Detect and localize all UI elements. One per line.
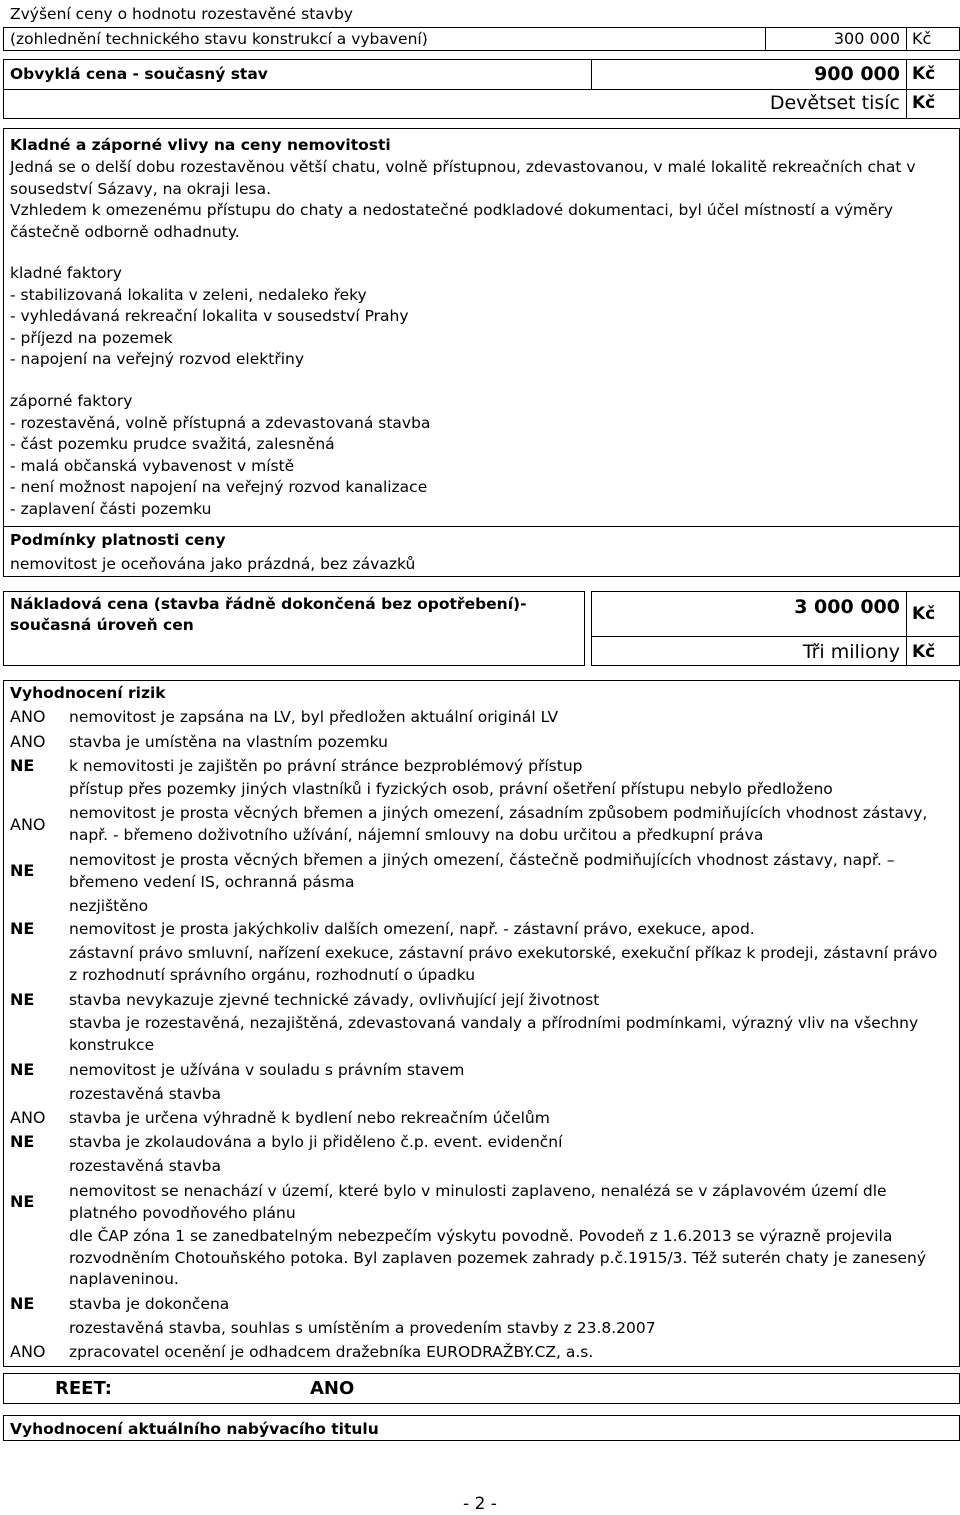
cost-price-hline <box>591 636 960 637</box>
negative-factor: - není možnost napojení na veřejný rozvod kanalizace <box>10 478 428 496</box>
cost-price-vline <box>906 591 907 666</box>
risk-item-text: stavba nevykazuje zjevné technické závady, ovlivňující její životnost <box>69 991 600 1009</box>
risk-item-note: rozestavěná stavba, souhlas s umístěním a provedením stavby z 23.8.2007 <box>69 1319 656 1337</box>
risk-item-note: rozestavěná stavba <box>69 1157 221 1175</box>
increase-subtitle: (zohlednění technického stavu konstrukcí a vybavení) <box>10 30 428 48</box>
risk-item-text: nemovitost je prosta věcných břemen a jiných omezení, zásadním způsobem podmiňujících vhodnost zástavy, např. - břemeno doživotního užívání, nájemní smlouvy na dobu určitou a předkupní práva <box>69 804 928 844</box>
reet-box <box>3 1373 960 1404</box>
risk-item-note: přístup přes pozemky jiných vlastníků i fyzických osob, právní ošetření přístupu nebylo předloženo <box>69 780 833 798</box>
risk-item-text: nemovitost je prosta jakýchkoliv dalších omezení, např. - zástavní právo, exekuce, apod. <box>69 920 755 938</box>
usual-price-words: Devětset tisíc <box>769 92 900 114</box>
risk-flag: NE <box>10 1192 35 1211</box>
risk-item-note: nezjištěno <box>69 897 149 915</box>
increase-value: 300 000 <box>833 29 900 48</box>
negative-factor: - rozestavěná, volně přístupná a zdevastovaná stavba <box>10 414 431 432</box>
usual-price-words-currency: Kč <box>912 93 936 113</box>
risk-flag: ANO <box>10 1342 46 1361</box>
negative-factor: - zaplavení části pozemku <box>10 500 212 518</box>
increase-currency: Kč <box>912 29 932 48</box>
risk-item-text: nemovitost se nenachází v území, které bylo v minulosti zaplaveno, nenalézá se v záplavovém území dle platného povodňového plánu <box>69 1182 887 1222</box>
usual-price-currency: Kč <box>912 64 936 84</box>
risks-heading: Vyhodnocení rizik <box>10 684 166 702</box>
risk-flag: ANO <box>10 707 46 726</box>
risk-item-text: nemovitost je prosta věcných břemen a jiných omezení, částečně podmiňujících vhodnost zástavy, např. – břemeno vedení IS, ochranná pásma <box>69 851 895 891</box>
risk-flag: NE <box>10 1294 35 1313</box>
page-number: - 2 - <box>463 1494 497 1514</box>
cost-price-words: Tři miliony <box>802 641 900 663</box>
positive-factors-heading: kladné faktory <box>10 264 122 282</box>
cost-price-currency: Kč <box>912 604 936 624</box>
usual-price-label: Obvyklá cena - současný stav <box>10 65 268 83</box>
reet-value: ANO <box>310 1378 355 1399</box>
positive-factor: - příjezd na pozemek <box>10 329 173 347</box>
negative-factor: - malá občanská vybavenost v místě <box>10 457 295 475</box>
risk-item-note: dle ČAP zóna 1 se zanedbatelným nebezpečím výskytu povodně. Povodeň z 1.6.2013 se výrazně projevila rozvodněním Chotouňského potoka. Byl zaplaven pozemek zahrady p.č.1915/3. Též suterén chaty je zanesený naplaveninou. <box>69 1227 927 1288</box>
risk-flag: ANO <box>10 1108 46 1127</box>
cost-price-label-1: Nákladová cena (stavba řádně dokončená bez opotřebení)- <box>10 595 527 613</box>
risk-item-note: stavba je rozestavěná, nezajištěná, zdevastovaná vandaly a přírodními podmínkami, výrazný vliv na všechny konstrukce <box>69 1014 919 1054</box>
conditions-divider <box>3 526 960 527</box>
positive-factor: - napojení na veřejný rozvod elektřiny <box>10 350 305 368</box>
cost-price-value: 3 000 000 <box>794 596 900 618</box>
conditions-heading: Podmínky platnosti ceny <box>10 531 226 549</box>
risk-item-text: stavba je zkolaudována a bylo ji přiděleno č.p. event. evidenční <box>69 1133 563 1151</box>
positive-factor: - stabilizovaná lokalita v zeleni, nedaleko řeky <box>10 286 367 304</box>
risk-flag: NE <box>10 861 35 880</box>
risk-flag: NE <box>10 1060 35 1079</box>
positive-factor: - vyhledávaná rekreační lokalita v sousedství Prahy <box>10 307 409 325</box>
usual-price-hline <box>3 89 960 90</box>
risk-flag: NE <box>10 919 35 938</box>
risk-flag: NE <box>10 756 35 775</box>
risk-flag: NE <box>10 1132 35 1151</box>
usual-price-vline-2 <box>906 59 907 119</box>
risk-flag: ANO <box>10 732 46 751</box>
risk-item-text: k nemovitosti je zajištěn po právní stránce bezproblémový přístup <box>69 757 583 775</box>
risk-item-text: stavba je umístěna na vlastním pozemku <box>69 733 388 751</box>
risk-item-text: stavba je dokončena <box>69 1295 230 1313</box>
influences-paragraph-2: Vzhledem k omezenému přístupu do chaty a nedostatečné podkladové dokumentaci, byl účel místností a výměry částečně odborně odhadnuty. <box>10 201 894 241</box>
risk-item-text: nemovitost je zapsána na LV, byl předložen aktuální originál LV <box>69 708 559 726</box>
influences-paragraph-1: Jedná se o delší dobu rozestavěnou větší chatu, volně přístupnou, zdevastovanou, v malé lokalitě rekreačních chat v sousedství Sázavy, na okraji lesa. <box>10 158 916 198</box>
cost-price-words-currency: Kč <box>912 642 936 662</box>
risk-flag: ANO <box>10 815 46 834</box>
risk-item-note: zástavní právo smluvní, nařízení exekuce, zástavní právo exekutorské, exekuční příkaz k prodeji, zástavní právo z rozhodnutí správního orgánu, rozhodnutí o úpadku <box>69 944 938 984</box>
increase-divider-2 <box>906 27 907 51</box>
risk-item-text: nemovitost je užívána v souladu s právním stavem <box>69 1061 465 1079</box>
negative-factor: - část pozemku prudce svažitá, zalesněná <box>10 435 335 453</box>
usual-price-vline-1 <box>591 59 592 90</box>
title-eval-heading: Vyhodnocení aktuálního nabývacího titulu <box>10 1420 379 1438</box>
conditions-text: nemovitost je oceňována jako prázdná, bez závazků <box>10 555 416 573</box>
risk-item-note: rozestavěná stavba <box>69 1085 221 1103</box>
negative-factors-heading: záporné faktory <box>10 392 133 410</box>
risk-item-text: stavba je určena výhradně k bydlení nebo rekreačním účelům <box>69 1109 550 1127</box>
risk-item-text: zpracovatel ocenění je odhadcem dražebníka EURODRAŽBY.CZ, a.s. <box>69 1343 594 1361</box>
risk-flag: NE <box>10 990 35 1009</box>
influences-heading: Kladné a záporné vlivy na ceny nemovitosti <box>10 136 391 154</box>
usual-price-value: 900 000 <box>814 63 900 85</box>
increase-title: Zvýšení ceny o hodnotu rozestavěné stavby <box>10 5 353 23</box>
cost-price-label-2: současná úroveň cen <box>10 616 194 634</box>
reet-label: REET: <box>55 1378 112 1399</box>
